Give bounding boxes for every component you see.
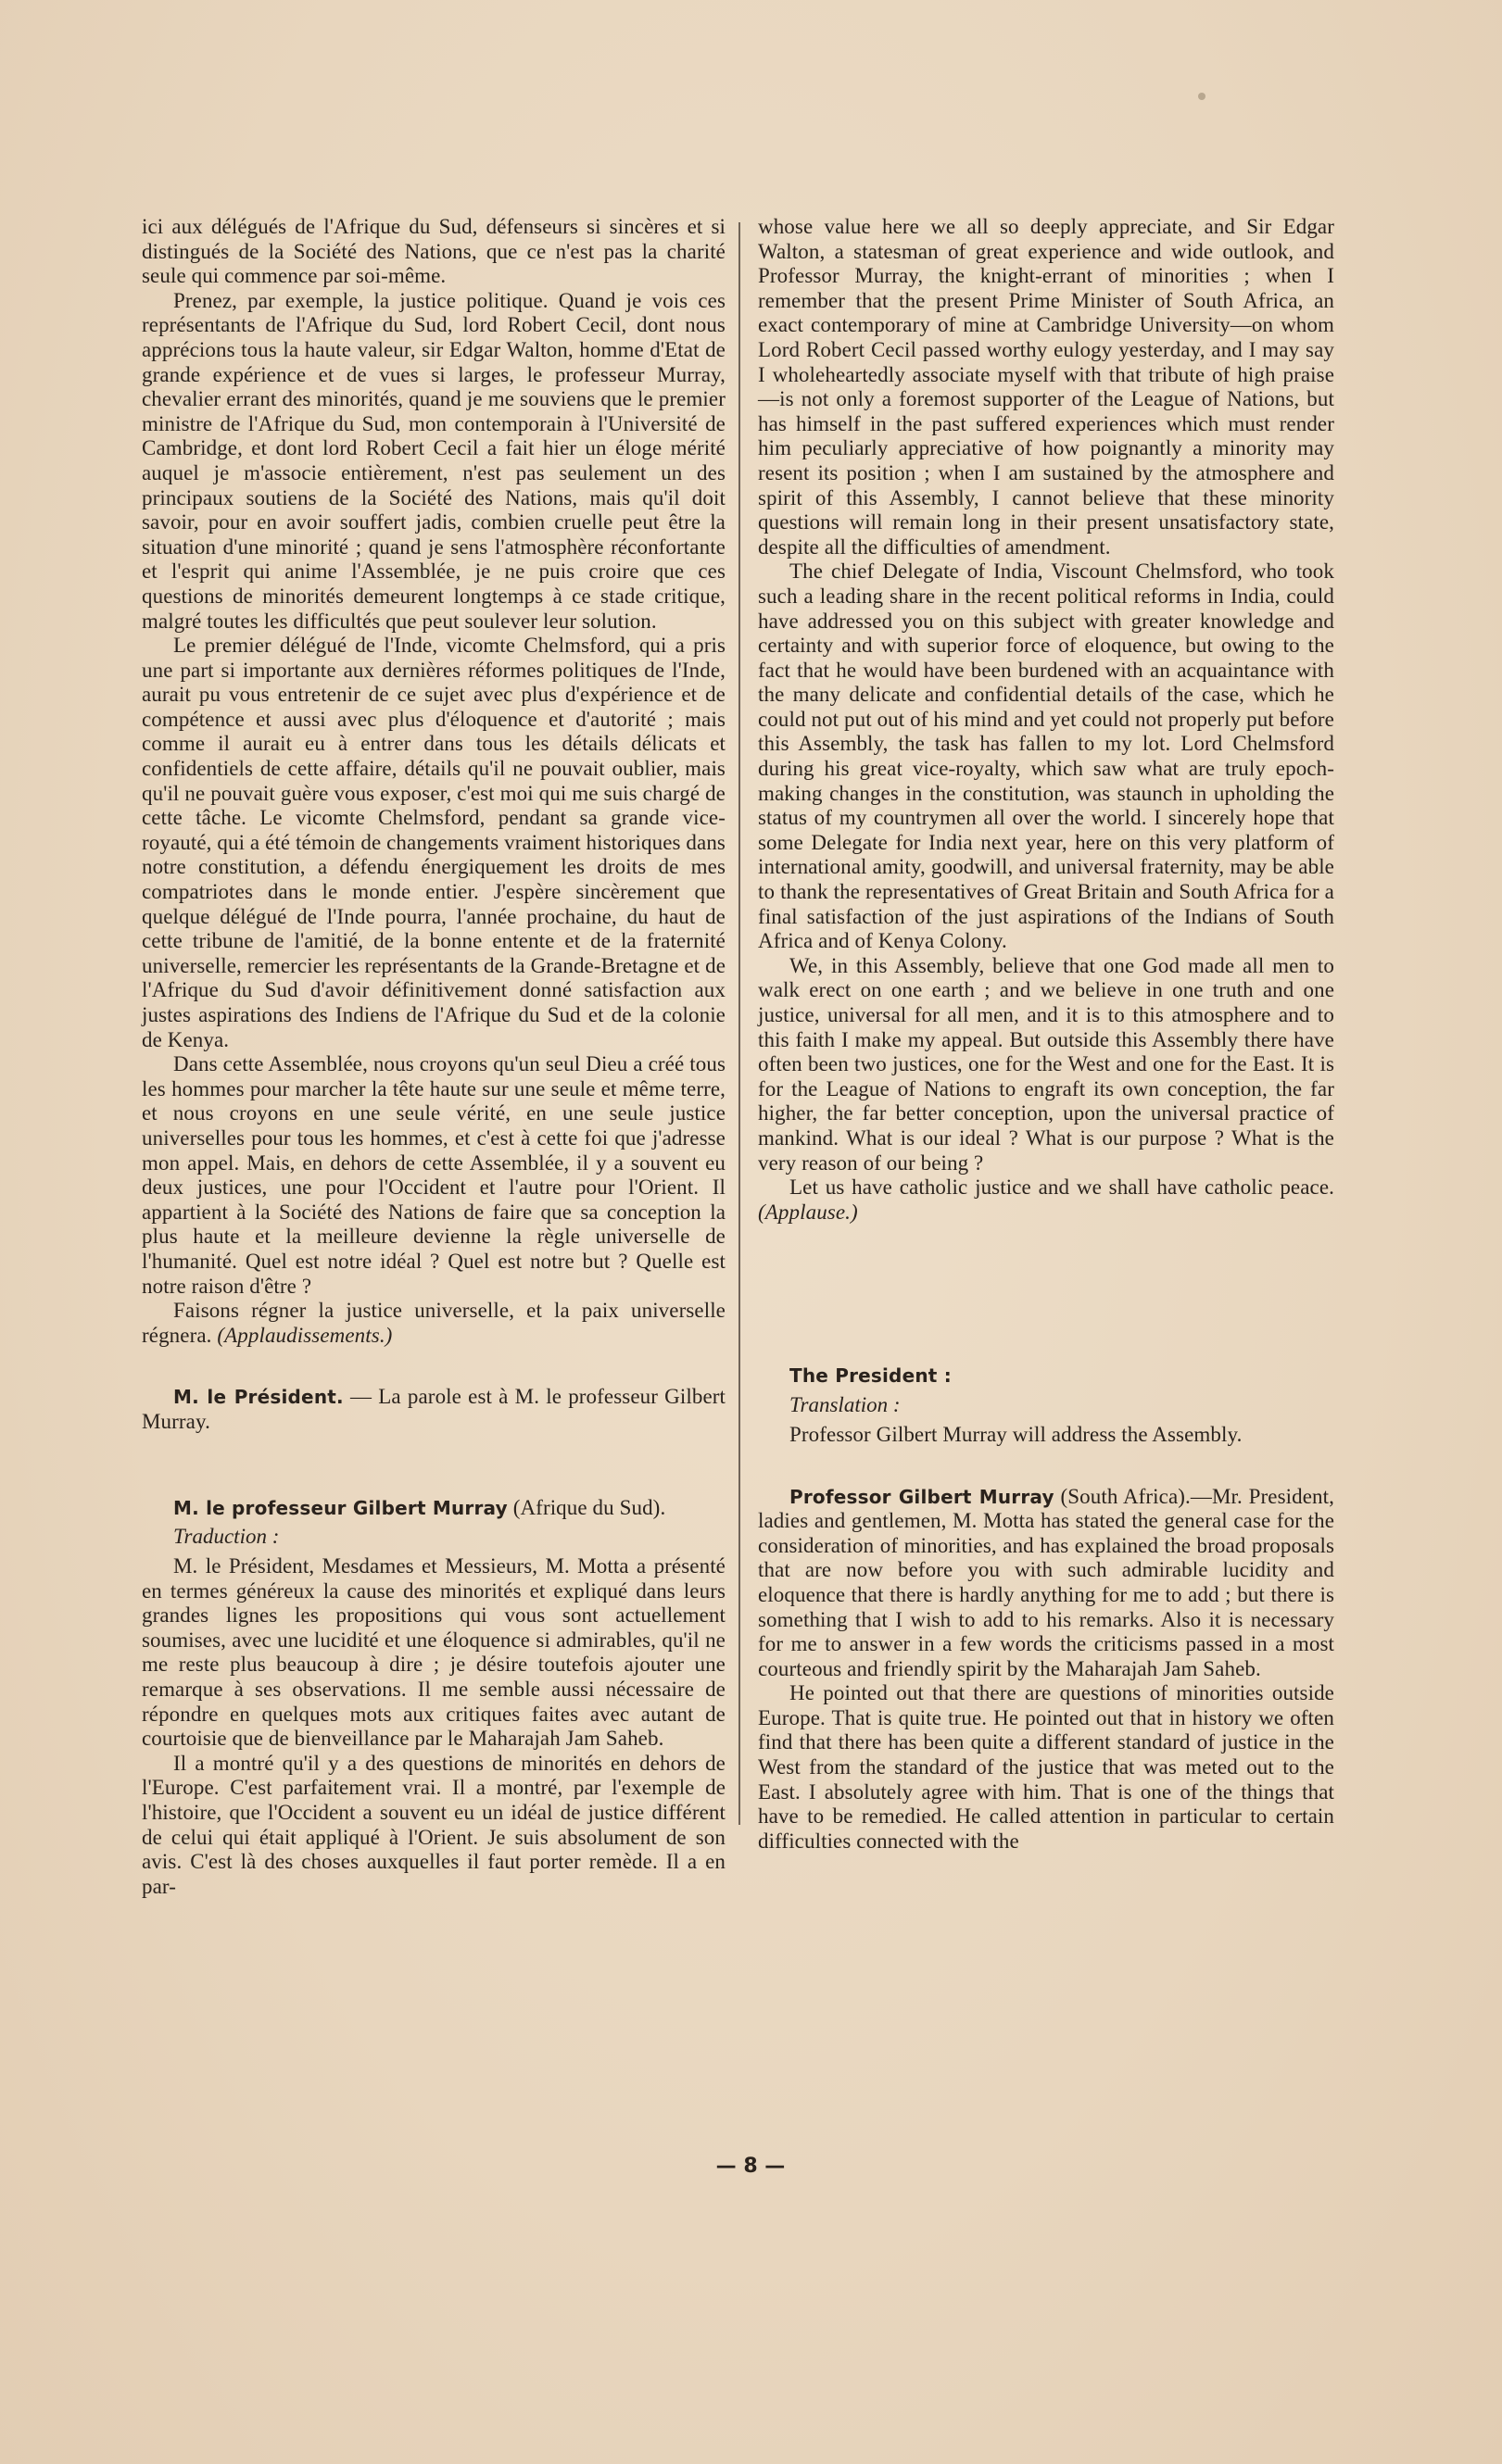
en-murray-text: (South Africa).—Mr. President, ladies and gentlemen, M. Motta has stated the general case for the consideration of minorities, and has explained the broad proposals that are now before you with such admirable lucidity and eloquence that there is hardly anything for me to add ; but there is something that I wish to add to his remarks. Also it is necessary for me to answer in a few words the criticisms passed in a most courteous and friendly spirit by the Maharajah Jam Saheb. [758, 1484, 1334, 1680]
en-murray-paragraph-2: He pointed out that there are questions of minorities outside Europe. That is quite true. He pointed out that in history we often find that there has been quite a different standard of justice in the West from the standard of the justice that was meted out to the East. I absolutely agree with him. That is one of the things that have to be remedied. He called attention in particular to certain difficulties connected with the [758, 1681, 1334, 1853]
fr-applause: (Applaudissements.) [217, 1323, 393, 1347]
fr-murray-section [142, 1496, 726, 1900]
fr-paragraph-3: Le premier délégué de l'Inde, vicomte Chelmsford, qui a pris une part si importante aux dernières réformes politiques de l'Inde, aurait pu vous entretenir de ce sujet avec plus d'expérience et de compétence et aussi avec plus d'éloquence et d'autorité ; mais comme il aurait eu à entrer dans tous les détails délicats et confidentiels de cette affaire, détails qu'il ne pouvait oublier, mais qu'il ne pouvait guère vous exposer, c'est moi qui me suis chargé de cette tâche. Le vicomte Chelmsford, pendant sa grande vice-royauté, qui a été témoin de changements vraiment historiques dans notre constitution, a défendu énergiquement les droits de mes compatriotes dans le monde entier. J'espère sincèrement que quelque délégué de l'Inde pourra, l'année prochaine, du haut de cette tribune de l'amitié, de la bonne entente et de la fraternité universelle, remercier les représentants de la Grande-Bretagne et de l'Afrique du Sud d'avoir définitivement donné satisfaction aux justes aspirations des Indiens de l'Afrique du Sud et de la colonie de Kenya. [142, 634, 726, 1051]
en-president-text: Professor Gilbert Murray will address the Assembly. [789, 1422, 1243, 1446]
fr-murray-speaker: M. le professeur Gilbert Murray [173, 1496, 508, 1519]
en-applause: (Applause.) [758, 1200, 858, 1224]
fr-president-text: — La parole est à M. le professeur Gilbert Murray. [142, 1385, 726, 1433]
en-paragraph-1: whose value here we all so deeply appreciate, and Sir Edgar Walton, a statesman of great experience and wide outlook, and Professor Murray, the knight-errant of minorities ; when I remember that the present Prime Minister of South Africa, an exact contemporary of mine at Cambridge University—on whom Lord Robert Cecil passed worthy eulogy yesterday, and I may say I wholeheartedly associate myself with that tribute of high praise—is not only a foremost supporter of the League of Nations, but has himself in the past suffered experiences which must render him peculiarly appreciative of how poignantly a minority may resent its position ; when I am sustained by the atmosphere and spirit of this Assembly, I cannot believe that these minority questions will remain long in their present unsatisfactory state, despite all the difficulties of amendment. [758, 215, 1334, 559]
fr-murray-heading [142, 1496, 726, 1521]
en-murray-paragraph-1 [758, 1485, 1334, 1682]
en-paragraph-4 [758, 1175, 1334, 1225]
en-closing-text: Let us have catholic justice and we shall have catholic peace. [789, 1175, 1334, 1200]
fr-paragraph-5 [142, 1299, 726, 1348]
en-president-speaker: The President : [789, 1364, 952, 1388]
en-president-heading [758, 1364, 1334, 1389]
fr-murray-paragraph-2: Il a montré qu'il y a des questions de minorités en dehors de l'Europe. C'est parfaitement vrai. Il a montré, par l'exemple de l'histoire, que l'Occident a souvent eu un idéal de justice différent de celui qui était appliqué à l'Orient. Je suis absolument de son avis. C'est là des choses auxquelles il faut porter remède. Il a en par- [142, 1751, 726, 1898]
page-number: — 8 — [715, 2155, 786, 2178]
en-paragraph-3: We, in this Assembly, believe that one God made all men to walk erect on one earth ; and we believe in one truth and one justice, universal for all men, and it is to this atmosphere and to this faith I make my appeal. But outside this Assembly there have often been two justices, one for the West and one for the East. It is for the League of Nations to engraft its own conception, the far higher, the far better conception, upon the universal practice of mankind. What is our ideal ? What is our purpose ? What is the very reason of our being ? [758, 953, 1334, 1175]
en-murray-speaker: Professor Gilbert Murray [789, 1485, 1054, 1508]
fr-translation-label: Traduction : [173, 1525, 280, 1549]
en-murray-section [758, 1485, 1334, 1854]
fr-murray-country: (Afrique du Sud). [507, 1495, 666, 1519]
fr-paragraph-4: Dans cette Assemblée, nous croyons qu'un seul Dieu a créé tous les hommes pour marcher la tête haute sur une seule et même terre, et nous croyons en une seule vérité, en une seule justice universelles pour tous les hommes, et c'est à cette foi que j'adresse mon appel. Mais, en dehors de cette Assemblée, il y a souvent eu deux justices, une pour l'Occident et l'autre pour l'Orient. Il appartient à la Société des Nations de faire que sa conception la plus haute et la meilleure devienne la règle universelle de l'humanité. Quel est notre idéal ? Quel est notre but ? Quelle est notre raison d'être ? [142, 1052, 726, 1298]
fr-paragraph-1: ici aux délégués de l'Afrique du Sud, défenseurs si sincères et si distingués de la Société des Nations, que ce n'est pas la charité seule qui commence par soi-même. [142, 215, 726, 288]
fr-president-section [142, 1385, 726, 1434]
fr-president-speaker: M. le Président. [173, 1386, 344, 1409]
french-column [142, 215, 726, 1899]
fr-closing-text: Faisons régner la justice universelle, et la paix universelle régnera. [142, 1299, 726, 1347]
en-paragraph-2: The chief Delegate of India, Viscount Chelmsford, who took such a leading share in the recent political reforms in India, could have addressed you on this subject with greater knowledge and certainty and with superior force of eloquence, but owing to the fact that he would have been burdened with an acquaintance with the many delicate and confidential details of the case, which he could not put out of his mind and yet could not properly put before this Assembly, the task has fallen to my lot. Lord Chelmsford during his great vice-royalty, which saw what are truly epoch-making changes in the constitution, was staunch in upholding the status of my countrymen all over the world. I sincerely hope that some Delegate for India next year, here on this very platform of international amity, goodwill, and universal fraternity, may be able to thank the representatives of Great Britain and South Africa for a final satisfaction of the just aspirations of the Indians of South Africa and of Kenya Colony. [758, 559, 1334, 953]
paper-speck [1198, 93, 1205, 100]
en-president-section [758, 1364, 1334, 1447]
english-column [758, 215, 1334, 1854]
en-translation-label: Translation : [789, 1392, 901, 1416]
fr-president-statement [142, 1385, 726, 1434]
column-divider [738, 222, 740, 1825]
fr-murray-paragraph-1: M. le Président, Mesdames et Messieurs, M. Motta a présenté en termes généreux la cause des minorités et expliqué dans leurs grandes lignes les propositions qui vous sont actuellement soumises, avec une lucidité et une éloquence si admirables, qu'il ne me reste plus beaucoup à dire ; je désire toutefois ajouter une remarque à ses observations. Il me semble aussi nécessaire de répondre en quelques mots aux critiques faites avec autant de courtoisie que de bienveillance par le Maharajah Jam Saheb. [142, 1554, 726, 1751]
fr-paragraph-2: Prenez, par exemple, la justice politique. Quand je vois ces représentants de l'Afrique du Sud, lord Robert Cecil, dont nous apprécions tous la haute valeur, sir Edgar Walton, homme d'Etat de grande expérience et de vues si larges, le professeur Murray, chevalier errant des minorités, quand je me souviens que le premier ministre de l'Afrique du Sud, mon contemporain à l'Université de Cambridge, et dont lord Robert Cecil a fait hier un éloge mérité auquel je m'associe entièrement, n'est pas seulement un des principaux soutiens de la Société des Nations, mais qu'il doit savoir, pour en avoir souffert jadis, combien cruelle peut être la situation d'une minorité ; quand je sens l'atmosphère réconfortante et l'esprit qui anime l'Assemblée, je ne puis croire que ces questions de minorités demeurent longtemps à ce stade critique, malgré toutes les difficultés que peut soulever leur solution. [142, 288, 726, 633]
